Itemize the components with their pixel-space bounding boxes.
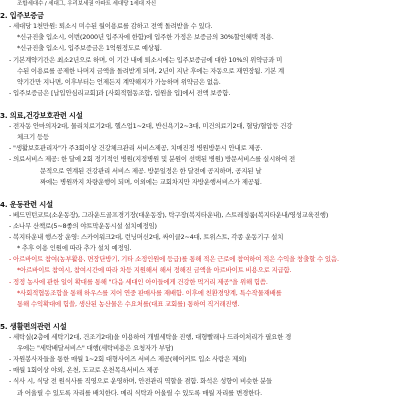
text-line: 짜에는 병원까지 차량운행이 되며, 이외에는 교회차지만 자방운행서비스가 제공됨.: [40, 177, 262, 186]
text-line: 문적으로 연계된 건강관리 서비스 제공. 방문일정은 한 달전에 공지하며, 공지된 날: [40, 166, 262, 175]
section-heading: 2. 입주보증금: [0, 11, 44, 21]
text-line: 통해 수익확대에 힘쓸, 생산된 농산물은 수요처를(대표 교회를) 통하여 직거래진행.: [17, 299, 240, 308]
text-line: - 의료서비스 제공: 한 달에 2회 정기적인 병원(지정병원 및 분원이 선택된 병원) 방문서비스를 실시하여 전: [9, 155, 296, 164]
section-heading: 4. 운동관련 시설: [0, 199, 53, 209]
text-line: - 소나무 산책로(5~8좋의 야트막운동시설 설치예정임): [9, 222, 157, 230]
text-line: - 기본계약기간은 최소2년으로 하며, 이 기간 내에 퇴소시에는 입주보증금에 대한 10%의 위약금과 미: [9, 55, 283, 64]
text-line: - 아르바이트 참여(농부활용, 면장단방기, 기타 소정인원에 등급)를 통해 적은 근로에 참여하여 적은 수익을 창출할 수 있음.: [9, 255, 339, 264]
text-line: *사회적협동조합을 통해 하우스를 지어 연중 판매사를 재배함. 이후에 친환경양계, 특수작물재배를: [17, 288, 282, 297]
text-line: 우에는 "세탁배달서비스" 대행(세탁비용은 요청자가 부담): [17, 344, 174, 353]
text-line: - 입주보증금은 [납입안심리교회]과 [사회적협동조합, 입원을 입]에서 전액 보증함.: [9, 88, 231, 97]
text-line: - 베드민턴코트(소운동장), 그라운드골프경기장(대운동장), 탁구장(복지타운내), 스트레칭룸(복지타운내/영성교육진행): [9, 210, 329, 219]
text-line: - 식사 시, 식당 전 원식사를 직영으로 운영하며, 안전관리 역할을 겸함. 화석은 성향이 비슷한 분들: [9, 377, 273, 386]
text-line: - "생활보호관리자"가 주3회이상 건강체크관리 서비스제공, 치매진정 병원방문시 안내로 제공.: [9, 144, 263, 153]
text-line: 조합세대수 / 세대그, 우리보세권 아파트 세대당 1세대 자신: [17, 1, 157, 7]
text-line: 체크기 등등: [17, 133, 49, 142]
text-line: - 자원봉사자들을 통한 매월 1~2회 대형사이즈 서비스 제공(헤어커트 입소 사람은 제외): [9, 355, 247, 364]
section-heading: 3. 의료,건강보호관련 시설: [0, 111, 83, 120]
text-line: - 정정 농사에 관한 일이 확대를 통해 "다음 세대인 아이들에게 건강한 먹거리 제공"을 위해 힘씀.: [9, 277, 268, 286]
text-line: *신규진출 입소시, 이번(2000년 입주자에 한함)에 입주한 가정은 보증금의 30%할인혜택 적용.: [17, 33, 274, 42]
text-line: *신규진출 입소시, 입주보증금은 1억원정도로 예상됨.: [17, 44, 162, 53]
text-line: - 세탁실(2층에 세탁기2대, 건조기2대)을 이용하여 개별세탁을 진행, 대형빨래나 드라이처리가 필요한 경: [9, 333, 292, 341]
text-line: *아르바이트 참여시, 참여시간에 따라 차등 지원해서 해서 정해진 금액을 아르바이트 비용으로 지급함.: [17, 266, 292, 275]
text-line: - 복지타운내 행스장 운영: 스카이워크2대, 런닝머신2대, 싸이클2~4대, 트위스트, 각종 운동기구 설치: [9, 233, 284, 242]
text-line: 수된 이용료를 공제한 나머지 금액을 돌려받게 되며, 2년이 지난 후에는 자동으로 재연장됨. 기본 계: [17, 66, 285, 75]
text-line: 약기간만 지나면, 이후부터는 언제든지 계약해지가 가능하며 위약금은 없음.: [17, 77, 221, 86]
text-line: 과 어울릴 수 있도록 자리를 배치한다. 메리 식탁과 어울릴 수 있도록 매월 자리를 변경한다.: [17, 388, 263, 397]
text-line: * 추후 이용 인원에 따라 추가 설치 예정임.: [17, 244, 132, 253]
text-line: - 매월 1회이상 야외, 온천, 도교로 온천목욕서비스 제공: [9, 366, 159, 375]
text-line: - 전자동 안마의자2대, 물리치료기2대, 헬스업1~2대, 반신욕기2~3대, 미건의료기2대, 혈당/혈압등 건강: [9, 122, 293, 131]
text-line: - 세대당 1천만원: 퇴소시 미수된 월이용료를 감하고 전액 돌려받을 수 있다.: [9, 22, 213, 31]
section-heading: 5. 생활편의관련 시설: [0, 321, 67, 331]
